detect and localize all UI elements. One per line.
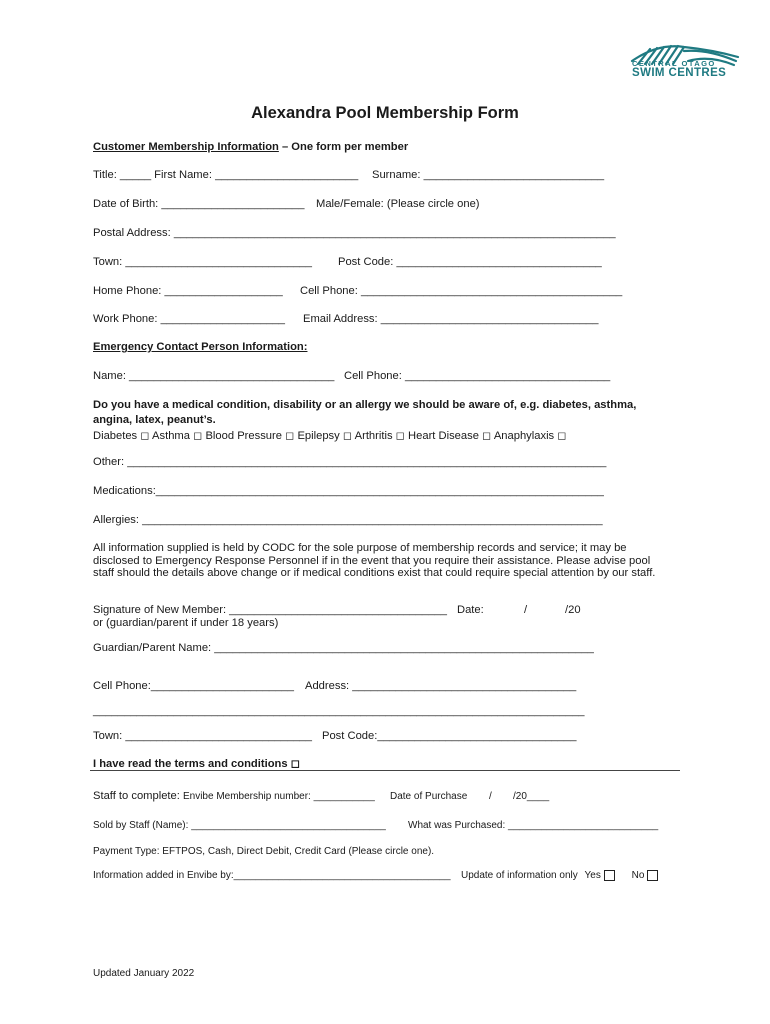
purchase-date-slash: / [489, 791, 492, 802]
surname-field[interactable]: Surname: _____________________________ [372, 169, 605, 181]
customer-heading-row [93, 141, 408, 153]
staff-complete-row [93, 790, 375, 802]
emergency-cell-field[interactable]: Cell Phone: _________________________________ [344, 370, 611, 382]
postal-address-field[interactable]: Postal Address: _______________________________________________________________________ [93, 227, 616, 239]
no-checkbox[interactable] [647, 870, 658, 881]
signature-date-slash: / [524, 604, 528, 616]
guardian-address-field[interactable]: Address: ____________________________________ [305, 680, 577, 692]
update-info-label: Update of information only [461, 870, 578, 882]
title-firstname-field[interactable]: Title: _____ First Name: _______________________ [93, 169, 359, 181]
sold-by-field[interactable]: Sold by Staff (Name): ___________________________________ [93, 820, 386, 831]
medical-question-line2: angina, latex, peanut’s. [93, 414, 216, 426]
yes-checkbox[interactable] [604, 870, 615, 881]
no-label: No [631, 870, 645, 882]
emergency-heading: Emergency Contact Person Information: [93, 341, 308, 353]
postcode-field[interactable]: Post Code: _________________________________ [338, 256, 602, 268]
medical-question-line1: Do you have a medical condition, disability or an allergy we should be aware of, e.g. diabetes, asthma, [93, 399, 637, 411]
section-divider [90, 770, 680, 771]
purchase-date-label: Date of Purchase [390, 791, 468, 802]
purchase-date-year[interactable]: /20____ [513, 791, 550, 802]
work-phone-field[interactable]: Work Phone: ____________________ [93, 313, 286, 325]
yes-label: Yes [584, 870, 601, 882]
emergency-name-field[interactable]: Name: _________________________________ [93, 370, 335, 382]
payment-type-field[interactable]: Payment Type: EFTPOS, Cash, Direct Debit, Credit Card (Please circle one). [93, 846, 435, 857]
guardian-name-field[interactable]: Guardian/Parent Name: _____________________________________________________________ [93, 642, 594, 654]
signature-date-label: Date: [457, 604, 484, 616]
envibe-number-field[interactable]: Envibe Membership number: ___________ [182, 791, 375, 802]
what-purchased-field[interactable]: What was Purchased: ___________________________ [408, 820, 659, 831]
guardian-note: or (guardian/parent if under 18 years) [93, 617, 279, 629]
guardian-address-line2[interactable]: _______________________________________________________________________________ [93, 705, 585, 717]
signature-field[interactable]: Signature of New Member: ___________________________________ [93, 604, 447, 616]
email-field[interactable]: Email Address: ___________________________________ [303, 313, 599, 325]
staff-complete-label: Staff to complete: [93, 790, 180, 802]
allergies-field[interactable]: Allergies: __________________________________________________________________________ [93, 514, 603, 526]
medical-conditions-checkboxes[interactable]: Diabetes ◻ Asthma ◻ Blood Pressure ◻ Epilepsy ◻ Arthritis ◻ Heart Disease ◻ Anaphylaxis ◻ [93, 430, 567, 442]
privacy-statement: All information supplied is held by CODC for the sole purpose of membership records and service; it may be disclosed to Emergency Response Personnel if in the event that you require their assistance. Please advise pool staff should the details above change or if medical conditions exist that could require special attention by our staff. [93, 542, 656, 580]
guardian-postcode-field[interactable]: Post Code:________________________________ [322, 730, 577, 742]
logo-line1: CENTRAL OTAGO [632, 59, 716, 68]
medications-field[interactable]: Medications:________________________________________________________________________ [93, 485, 604, 497]
gender-field[interactable]: Male/Female: (Please circle one) [316, 198, 480, 210]
page-title: Alexandra Pool Membership Form [251, 104, 519, 122]
cell-phone-field[interactable]: Cell Phone: __________________________________________ [300, 285, 623, 297]
town-field[interactable]: Town: ______________________________ [93, 256, 312, 268]
other-field[interactable]: Other: _____________________________________________________________________________ [93, 456, 607, 468]
home-phone-field[interactable]: Home Phone: ___________________ [93, 285, 283, 297]
signature-date-year: /20 [565, 604, 581, 616]
dob-field[interactable]: Date of Birth: _______________________ [93, 198, 305, 210]
update-info-row [461, 870, 658, 881]
logo-line2: SWIM CENTRES [632, 67, 727, 79]
customer-heading-suffix: – One form per member [278, 141, 409, 153]
updated-date: Updated January 2022 [93, 968, 195, 979]
terms-checkbox[interactable]: I have read the terms and conditions ◻ [93, 758, 300, 770]
guardian-town-field[interactable]: Town: ______________________________ [93, 730, 312, 742]
guardian-cell-field[interactable]: Cell Phone:_______________________ [93, 680, 294, 692]
customer-heading: Customer Membership Information [93, 141, 279, 153]
info-added-field[interactable]: Information added in Envibe by:_______________________________________ [93, 870, 451, 881]
